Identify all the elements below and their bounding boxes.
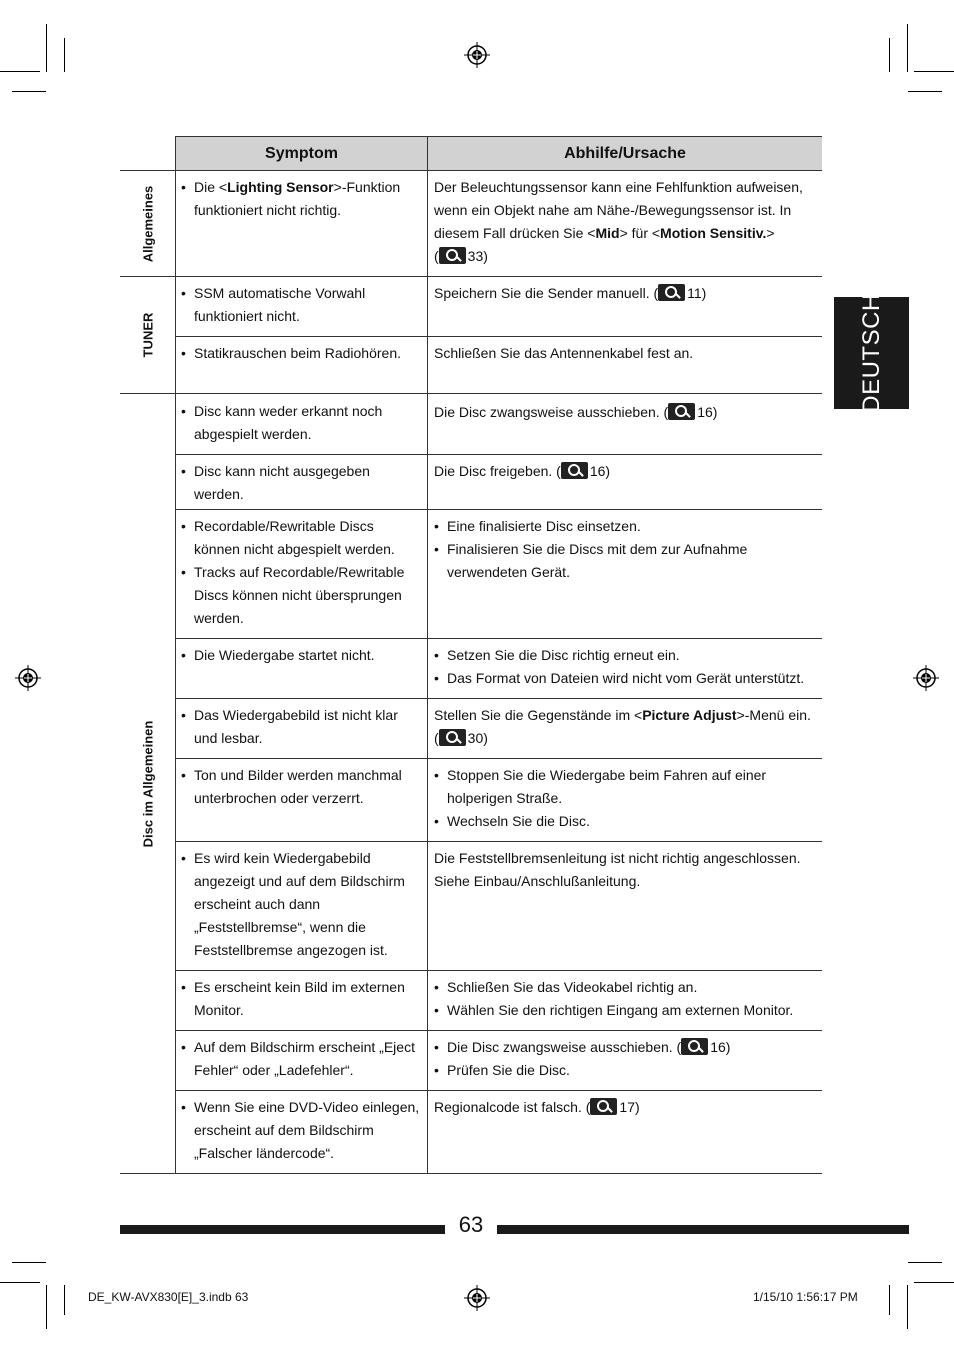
- table-row: [120, 394, 822, 455]
- symptom-cell: [176, 337, 428, 394]
- list-item: • SSM automatische Vorwahl funktioniert nicht.: [181, 282, 421, 328]
- list-item: • Statikrauschen beim Radiohören.: [181, 342, 421, 365]
- footer-bar-left: [120, 1225, 445, 1234]
- symptom-cell: [176, 699, 428, 759]
- list-item: • Setzen Sie die Disc richtig erneut ein.: [434, 644, 816, 667]
- category-disc: [120, 394, 176, 1174]
- symptom-cell: [176, 1031, 428, 1091]
- crop-mark: [12, 91, 46, 92]
- page-reference-icon: [590, 1098, 617, 1115]
- list-item: • Die <Lighting Sensor>-Funktion funktioniert nicht richtig.: [181, 176, 421, 222]
- footer-bar-right: [497, 1225, 909, 1234]
- list-item: • Es erscheint kein Bild im externen Monitor.: [181, 976, 421, 1022]
- symptom-cell: [176, 455, 428, 510]
- registration-mark-icon: [913, 665, 939, 691]
- list-item: • Tracks auf Recordable/Rewritable Discs können nicht übersprungen werden.: [181, 561, 421, 630]
- crop-mark: [46, 24, 47, 72]
- crop-mark: [914, 71, 954, 72]
- symptom-cell: [176, 639, 428, 699]
- crop-mark: [908, 1262, 942, 1263]
- list-item: • Die Disc zwangsweise ausschieben. ( 16): [434, 1036, 816, 1059]
- page-number: 63: [458, 1212, 484, 1237]
- list-item: • Disc kann nicht ausgegeben werden.: [181, 460, 421, 506]
- category-label: Allgemeines: [140, 185, 155, 262]
- symptom-cell: [176, 1091, 428, 1174]
- symptom-cell: [176, 510, 428, 639]
- crop-mark: [46, 1285, 47, 1329]
- crop-mark: [908, 91, 942, 92]
- list-item: • Ton und Bilder werden manchmal unterbrochen oder verzerrt.: [181, 764, 421, 810]
- registration-mark-icon: [15, 665, 41, 691]
- table-row: [120, 510, 822, 639]
- page-reference-icon: [561, 462, 588, 479]
- list-item: • Wechseln Sie die Disc.: [434, 810, 816, 833]
- remedy-cell: [428, 971, 823, 1031]
- crop-mark: [12, 1262, 46, 1263]
- symptom-cell: [176, 971, 428, 1031]
- header-blank: [120, 137, 176, 171]
- page-reference-icon: [439, 247, 466, 264]
- crop-mark: [907, 1285, 908, 1329]
- list-item: • Schließen Sie das Videokabel richtig an.: [434, 976, 816, 999]
- page-reference-icon: [681, 1038, 708, 1055]
- table-row: [120, 1031, 822, 1091]
- symptom-cell: [176, 394, 428, 455]
- footer-file-slug: DE_KW-AVX830[E]_3.indb 63: [88, 1290, 249, 1304]
- remedy-cell: Die Feststellbremsenleitung ist nicht richtig angeschlossen. Siehe Einbau/Anschlußanleitung.: [428, 842, 823, 971]
- list-item: • Recordable/Rewritable Discs können nicht abgespielt werden.: [181, 515, 421, 561]
- crop-mark: [914, 1282, 954, 1283]
- remedy-cell: Der Beleuchtungssensor kann eine Fehlfunktion aufweisen, wenn ein Objekt nahe am Nähe-/Bewegungssensor ist. In diesem Fall drücken Sie <Mid> für <Motion Sensitiv.> ( 33): [428, 171, 823, 277]
- category-allgemeines: [120, 171, 176, 277]
- table-row: [120, 971, 822, 1031]
- table-header-row: [120, 137, 822, 171]
- crop-mark: [0, 71, 40, 72]
- header-symptom: Symptom: [176, 137, 428, 171]
- crop-mark: [889, 38, 890, 72]
- table-row: [120, 1091, 822, 1174]
- table-row: [120, 699, 822, 759]
- table-row: [120, 639, 822, 699]
- crop-mark: [64, 1285, 65, 1315]
- table-row: [120, 171, 822, 277]
- symptom-cell: [176, 759, 428, 842]
- remedy-cell: Regionalcode ist falsch. ( 17): [428, 1091, 823, 1174]
- list-item: • Wenn Sie eine DVD-Video einlegen, erscheint auf dem Bildschirm „Falscher ländercode“.: [181, 1096, 421, 1165]
- table-row: [120, 455, 822, 510]
- list-item: • Wählen Sie den richtigen Eingang am externen Monitor.: [434, 999, 816, 1022]
- page-reference-icon: [439, 729, 466, 746]
- list-item: • Disc kann weder erkannt noch abgespielt werden.: [181, 400, 421, 446]
- registration-mark-icon: [464, 1285, 490, 1311]
- category-label: Disc im Allgemeinen: [140, 720, 155, 847]
- list-item: • Auf dem Bildschirm erscheint „Eject Fehler“ oder „Ladefehler“.: [181, 1036, 421, 1082]
- remedy-cell: Speichern Sie die Sender manuell. ( 11): [428, 277, 823, 337]
- category-tuner: [120, 277, 176, 394]
- remedy-cell: Stellen Sie die Gegenstände im <Picture Adjust>-Menü ein. ( 30): [428, 699, 823, 759]
- symptom-cell: [176, 277, 428, 337]
- list-item: • Prüfen Sie die Disc.: [434, 1059, 816, 1082]
- remedy-cell: [428, 759, 823, 842]
- remedy-cell: Die Disc freigeben. ( 16): [428, 455, 823, 510]
- header-remedy: Abhilfe/Ursache: [428, 137, 823, 171]
- list-item: • Das Format von Dateien wird nicht vom Gerät unterstützt.: [434, 667, 816, 690]
- symptom-cell: [176, 842, 428, 971]
- page-reference-icon: [668, 403, 695, 420]
- crop-mark: [64, 38, 65, 72]
- list-item: • Das Wiedergabebild ist nicht klar und lesbar.: [181, 704, 421, 750]
- language-tab-label: DEUTSCH: [857, 293, 885, 413]
- list-item: • Stoppen Sie die Wiedergabe beim Fahren auf einer holperigen Straße.: [434, 764, 816, 810]
- footer-datetime: 1/15/10 1:56:17 PM: [753, 1290, 858, 1304]
- page-reference-icon: [658, 284, 685, 301]
- remedy-cell: Die Disc zwangsweise ausschieben. ( 16): [428, 394, 823, 455]
- crop-mark: [907, 24, 908, 72]
- troubleshooting-table: [120, 136, 822, 1174]
- registration-mark-icon: [464, 42, 490, 68]
- list-item: • Finalisieren Sie die Discs mit dem zur Aufnahme verwendeten Gerät.: [434, 538, 816, 584]
- symptom-cell: [176, 171, 428, 277]
- table-row: [120, 337, 822, 394]
- remedy-cell: [428, 1031, 823, 1091]
- list-item: • Eine finalisierte Disc einsetzen.: [434, 515, 816, 538]
- remedy-cell: [428, 639, 823, 699]
- table-row: [120, 277, 822, 337]
- crop-mark: [0, 1282, 40, 1283]
- crop-mark: [889, 1285, 890, 1315]
- remedy-cell: Schließen Sie das Antennenkabel fest an.: [428, 337, 823, 394]
- language-tab: [834, 293, 909, 413]
- list-item: • Die Wiedergabe startet nicht.: [181, 644, 421, 667]
- table-row: [120, 759, 822, 842]
- remedy-cell: [428, 510, 823, 639]
- table-row: [120, 842, 822, 971]
- category-label: TUNER: [140, 312, 155, 358]
- list-item: • Es wird kein Wiedergabebild angezeigt und auf dem Bildschirm erscheint auch dann „Feststellbremse“, wenn die Feststellbremse angezogen ist.: [181, 847, 421, 962]
